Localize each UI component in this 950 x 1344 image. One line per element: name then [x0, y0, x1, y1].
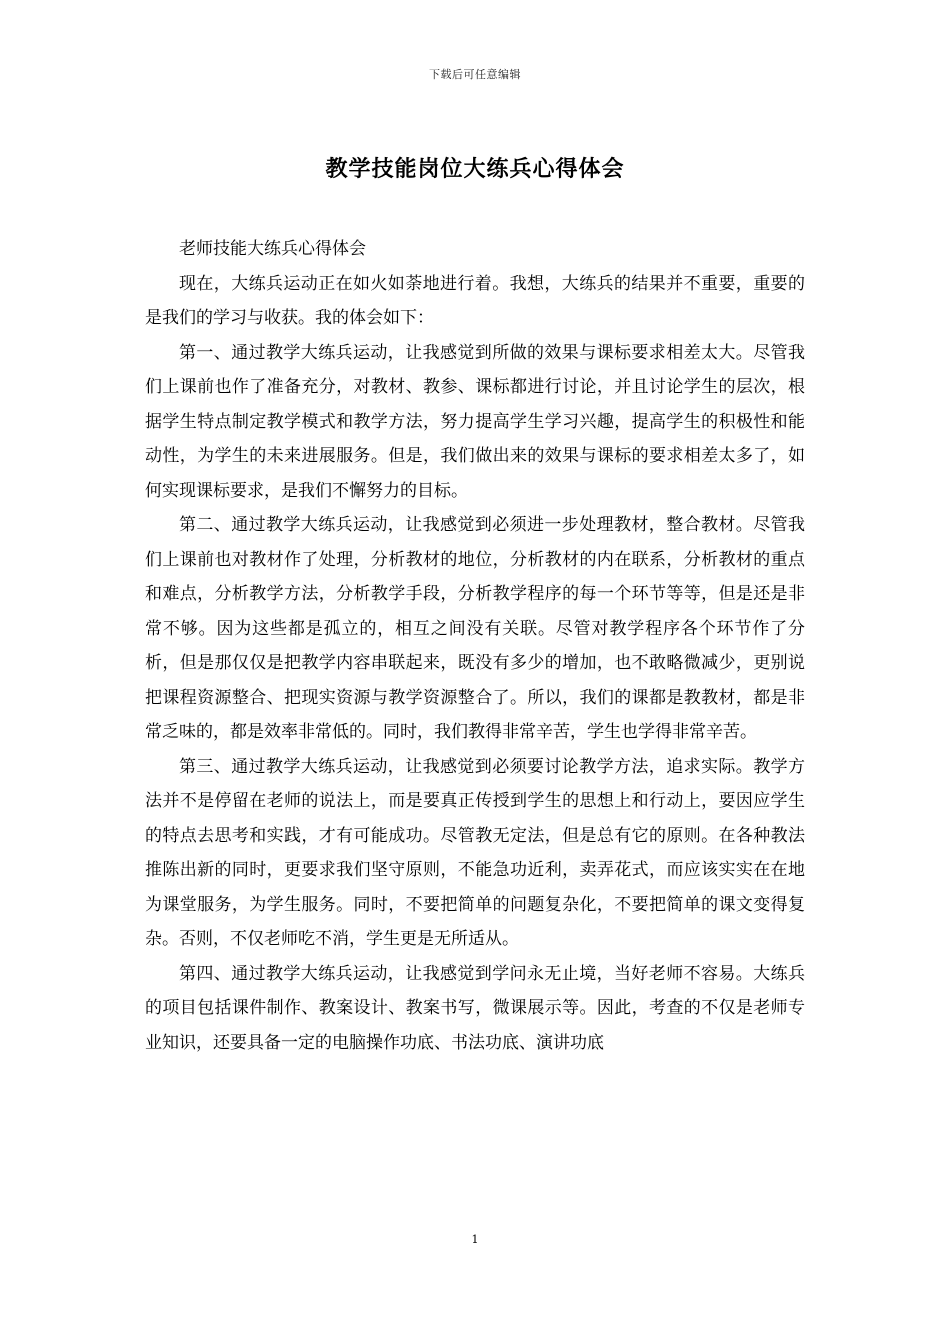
body-paragraph: 第三、通过教学大练兵运动，让我感觉到必须要讨论教学方法，追求实际。教学方法并不是停留在老师的说法上，而是要真正传授到学生的思想上和行动上，要因应学生的特点去思考和实践，才有可能成功。尽管教无定法，但是总有它的原则。在各种教法推陈出新的同时，更要求我们坚守原则，不能急功近利，卖弄花式，而应该实实在在地为课堂服务，为学生服务。同时，不要把简单的问题复杂化，不要把简单的课文变得复杂。否则，不仅老师吃不消，学生更是无所适从。	[145, 756, 805, 949]
page-header: 下载后可任意编辑	[429, 68, 521, 81]
body-paragraph: 现在，大练兵运动正在如火如荼地进行着。我想，大练兵的结果并不重要，重要的是我们的学习与收获。我的体会如下：	[145, 273, 805, 328]
document-body	[145, 232, 805, 1060]
document-title: 教学技能岗位大练兵心得体会	[325, 157, 625, 182]
body-paragraph: 第四、通过教学大练兵运动，让我感觉到学问永无止境，当好老师不容易。大练兵的项目包括课件制作、教案设计、教案书写，微课展示等。因此，考查的不仅是老师专业知识，还要具备一定的电脑操作功底、书法功底、演讲功底	[145, 963, 805, 1053]
body-paragraph: 第二、通过教学大练兵运动，让我感觉到必须进一步处理教材，整合教材。尽管我们上课前也对教材作了处理，分析教材的地位，分析教材的内在联系，分析教材的重点和难点，分析教学方法，分析教学手段，分析教学程序的每一个环节等等，但是还是非常不够。因为这些都是孤立的，相互之间没有关联。尽管对教学程序各个环节作了分析，但是那仅仅是把教学内容串联起来，既没有多少的增加，也不敢略微减少，更别说把课程资源整合、把现实资源与教学资源整合了。所以，我们的课都是教教材，都是非常乏味的，都是效率非常低的。同时，我们教得非常辛苦，学生也学得非常辛苦。	[145, 515, 805, 742]
page-number: 1	[471, 1233, 479, 1246]
body-paragraph: 第一、通过教学大练兵运动，让我感觉到所做的效果与课标要求相差太大。尽管我们上课前也作了准备充分，对教材、教参、课标都进行讨论，并且讨论学生的层次，根据学生特点制定教学模式和教学方法，努力提高学生学习兴趣，提高学生的积极性和能动性，为学生的未来进展服务。但是，我们做出来的效果与课标的要求相差太多了，如何实现课标要求，是我们不懈努力的目标。	[145, 342, 805, 501]
body-paragraph: 老师技能大练兵心得体会	[179, 239, 366, 259]
